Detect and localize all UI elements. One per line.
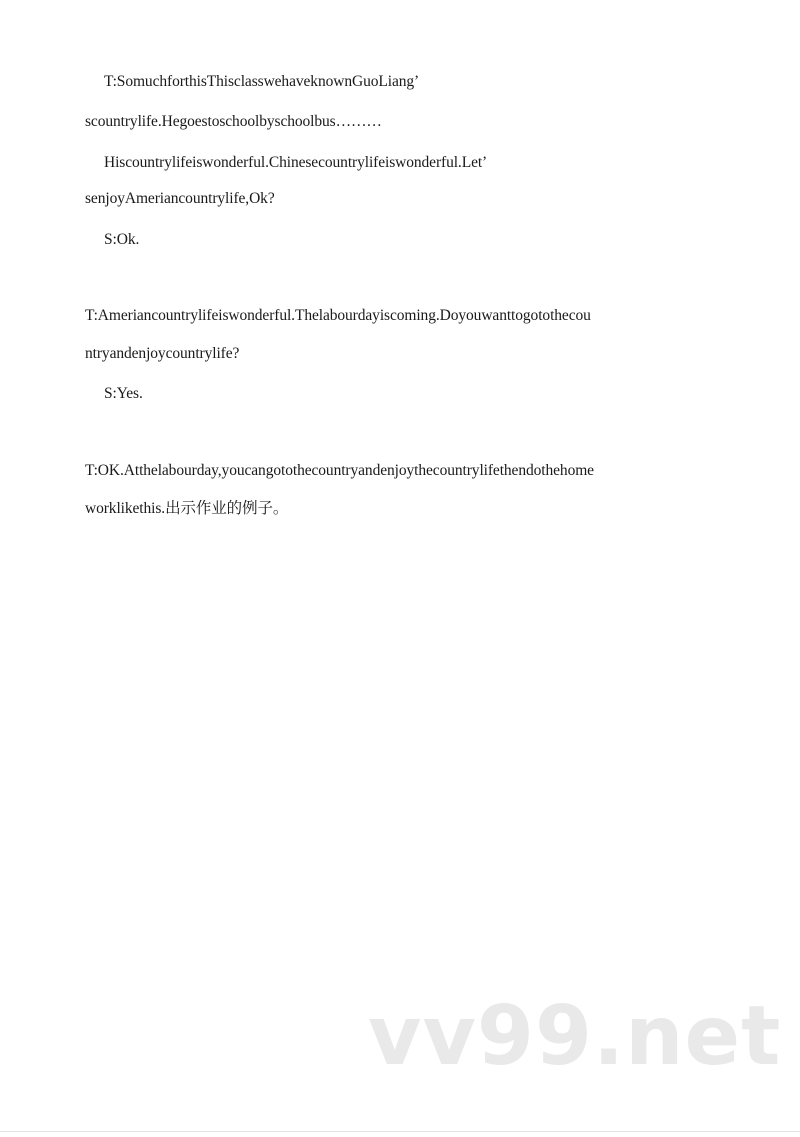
text-line-4: senjoyAmeriancountrylife,Ok? bbox=[85, 190, 275, 207]
page-bottom-divider bbox=[0, 1131, 800, 1132]
text-line-9: T:OK.Atthelabourday,youcangotothecountryandenjoythecountrylifethendothehome bbox=[85, 462, 594, 479]
site-watermark: vv99.net bbox=[368, 989, 782, 1084]
text-line-3: Hiscountrylifeiswonderful.Chinesecountrylifeiswonderful.Let’ bbox=[104, 154, 488, 171]
text-line-10: worklikethis.出示作业的例子。 bbox=[85, 500, 289, 517]
text-line-6: T:Ameriancountrylifeiswonderful.Thelabourdayiscoming.Doyouwanttogotothecou bbox=[85, 307, 591, 324]
text-line-5: S:Ok. bbox=[104, 231, 140, 248]
text-line-1: T:SomuchforthisThisclasswehaveknownGuoLiang’ bbox=[104, 73, 420, 90]
text-line-2: scountrylife.Hegoestoschoolbyschoolbus……… bbox=[85, 113, 382, 130]
text-line-8: S:Yes. bbox=[104, 385, 143, 402]
text-line-7: ntryandenjoycountrylife? bbox=[85, 345, 240, 362]
